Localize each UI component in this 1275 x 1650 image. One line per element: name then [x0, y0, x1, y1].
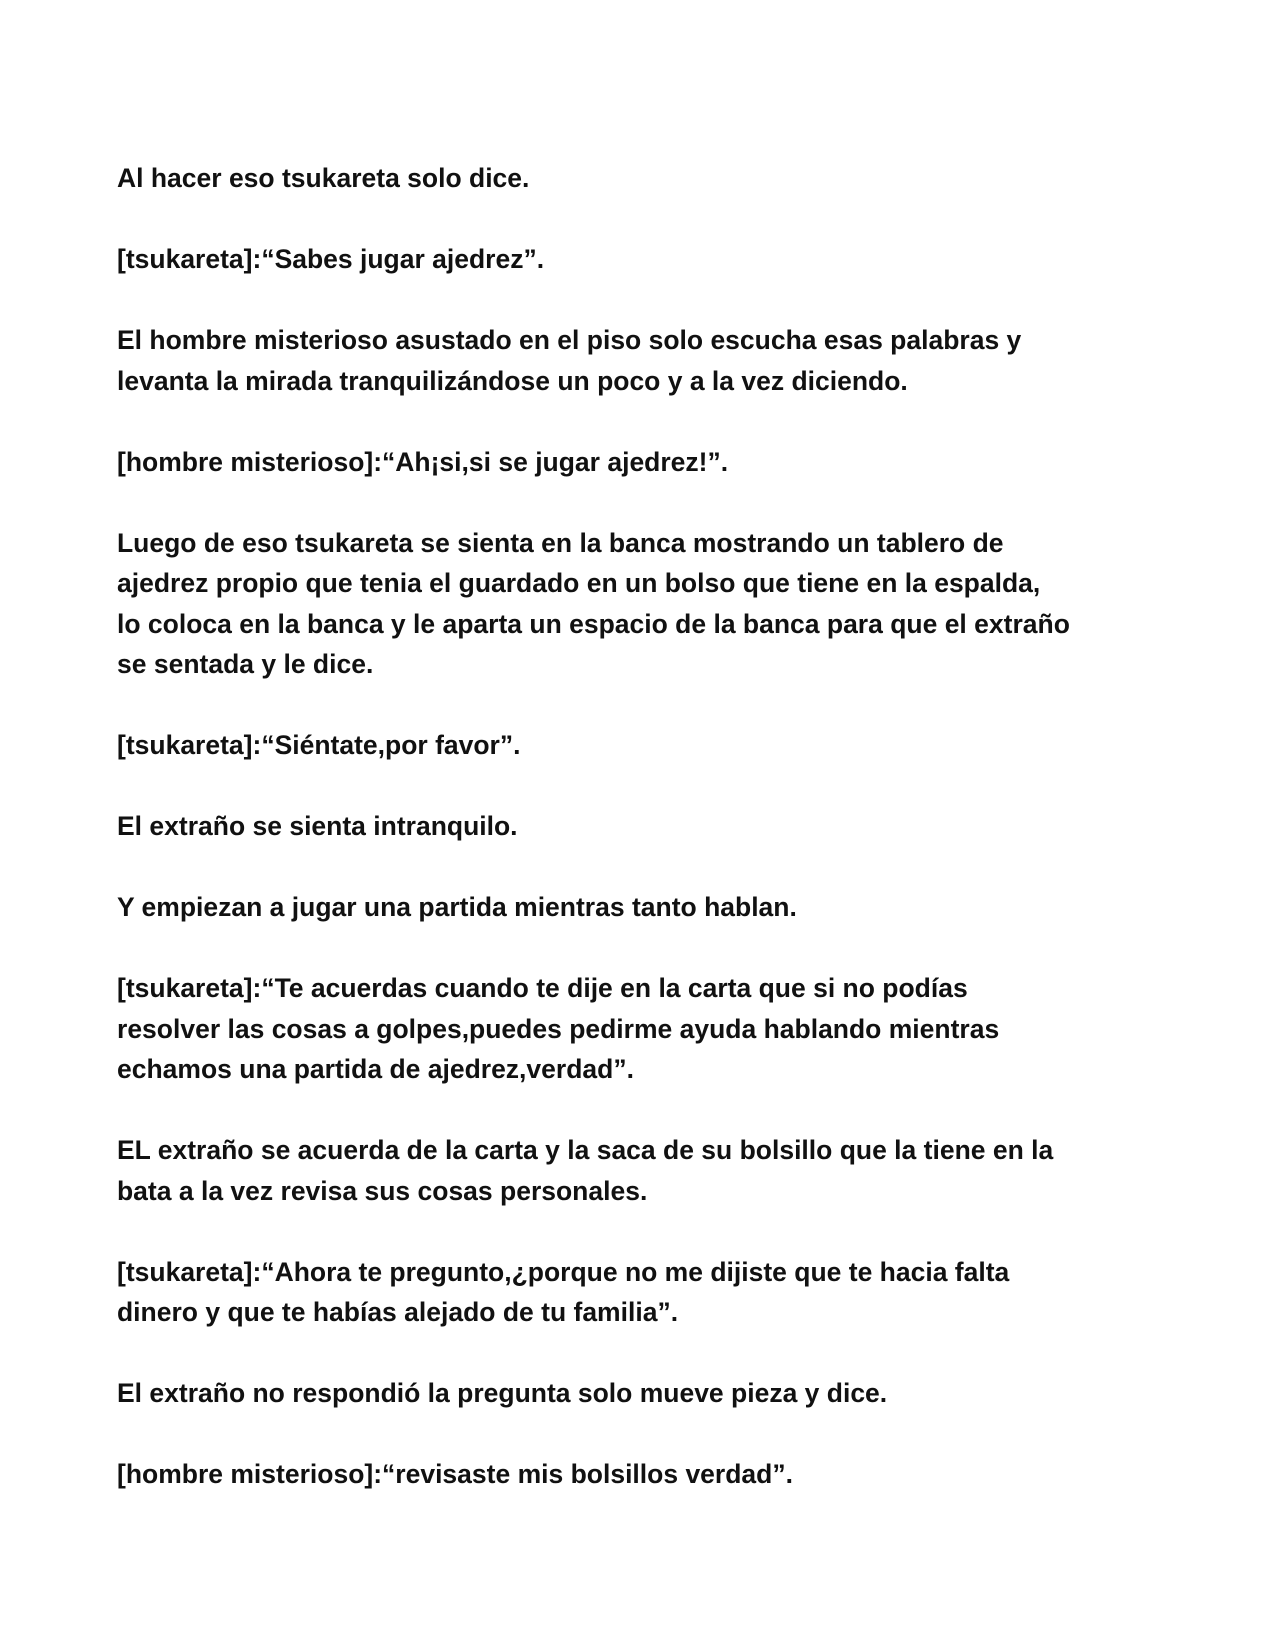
- dialogue-paragraph: [117, 239, 1167, 280]
- text-line: El hombre misterioso asustado en el piso solo escucha esas palabras y: [117, 325, 1022, 355]
- text-line: Luego de eso tsukareta se sienta en la banca mostrando un tablero de: [117, 527, 1004, 558]
- text-line: echamos una partida de ajedrez,verdad”.: [117, 1054, 634, 1084]
- text-line: dinero y que te habías alejado de tu familia”.: [117, 1297, 679, 1327]
- paragraph: [117, 320, 1167, 401]
- text-line: [hombre misterioso]:“Ah¡si,si se jugar ajedrez!”.: [117, 446, 729, 477]
- text-line: Al hacer eso tsukareta solo dice.: [117, 163, 530, 193]
- paragraph: [117, 1130, 1167, 1211]
- text-line: Y empiezan a jugar una partida mientras tanto hablan.: [117, 892, 797, 922]
- text-line: resolver las cosas a golpes,puedes pedirme ayuda hablando mientras: [117, 1013, 1000, 1044]
- dialogue-paragraph: [117, 1454, 1167, 1495]
- dialogue-paragraph: [117, 1252, 1167, 1333]
- text-line: [tsukareta]:“Siéntate,por favor”.: [117, 730, 521, 760]
- text-line: se sentada y le dice.: [117, 649, 374, 679]
- paragraph: [117, 1373, 1167, 1414]
- text-line: levanta la mirada tranquilizándose un poco y a la vez diciendo.: [117, 365, 908, 396]
- paragraph: [117, 887, 1167, 928]
- text-line: [tsukareta]:“Te acuerdas cuando te dije en la carta que si no podías: [117, 973, 968, 1003]
- paragraph: [117, 806, 1167, 847]
- paragraph: [117, 158, 1167, 199]
- text-line: [tsukareta]:“Sabes jugar ajedrez”.: [117, 244, 545, 274]
- document-body: [117, 158, 1167, 1535]
- dialogue-paragraph: [117, 968, 1167, 1090]
- text-line: bata a la vez revisa sus cosas personales.: [117, 1175, 648, 1206]
- paragraph: [117, 523, 1167, 685]
- dialogue-paragraph: [117, 442, 1167, 483]
- text-line: El extraño se sienta intranquilo.: [117, 811, 518, 841]
- text-line: El extraño no respondió la pregunta solo mueve pieza y dice.: [117, 1378, 888, 1408]
- text-line: [tsukareta]:“Ahora te pregunto,¿porque no me dijiste que te hacia falta: [117, 1256, 1010, 1287]
- text-line: [hombre misterioso]:“revisaste mis bolsillos verdad”.: [117, 1459, 793, 1489]
- dialogue-paragraph: [117, 725, 1167, 766]
- text-line: ajedrez propio que tenia el guardado en un bolso que tiene en la espalda,: [117, 568, 1041, 598]
- text-line: EL extraño se acuerda de la carta y la saca de su bolsillo que la tiene en la: [117, 1135, 1054, 1165]
- text-line: lo coloca en la banca y le aparta un espacio de la banca para que el extraño: [117, 608, 1070, 639]
